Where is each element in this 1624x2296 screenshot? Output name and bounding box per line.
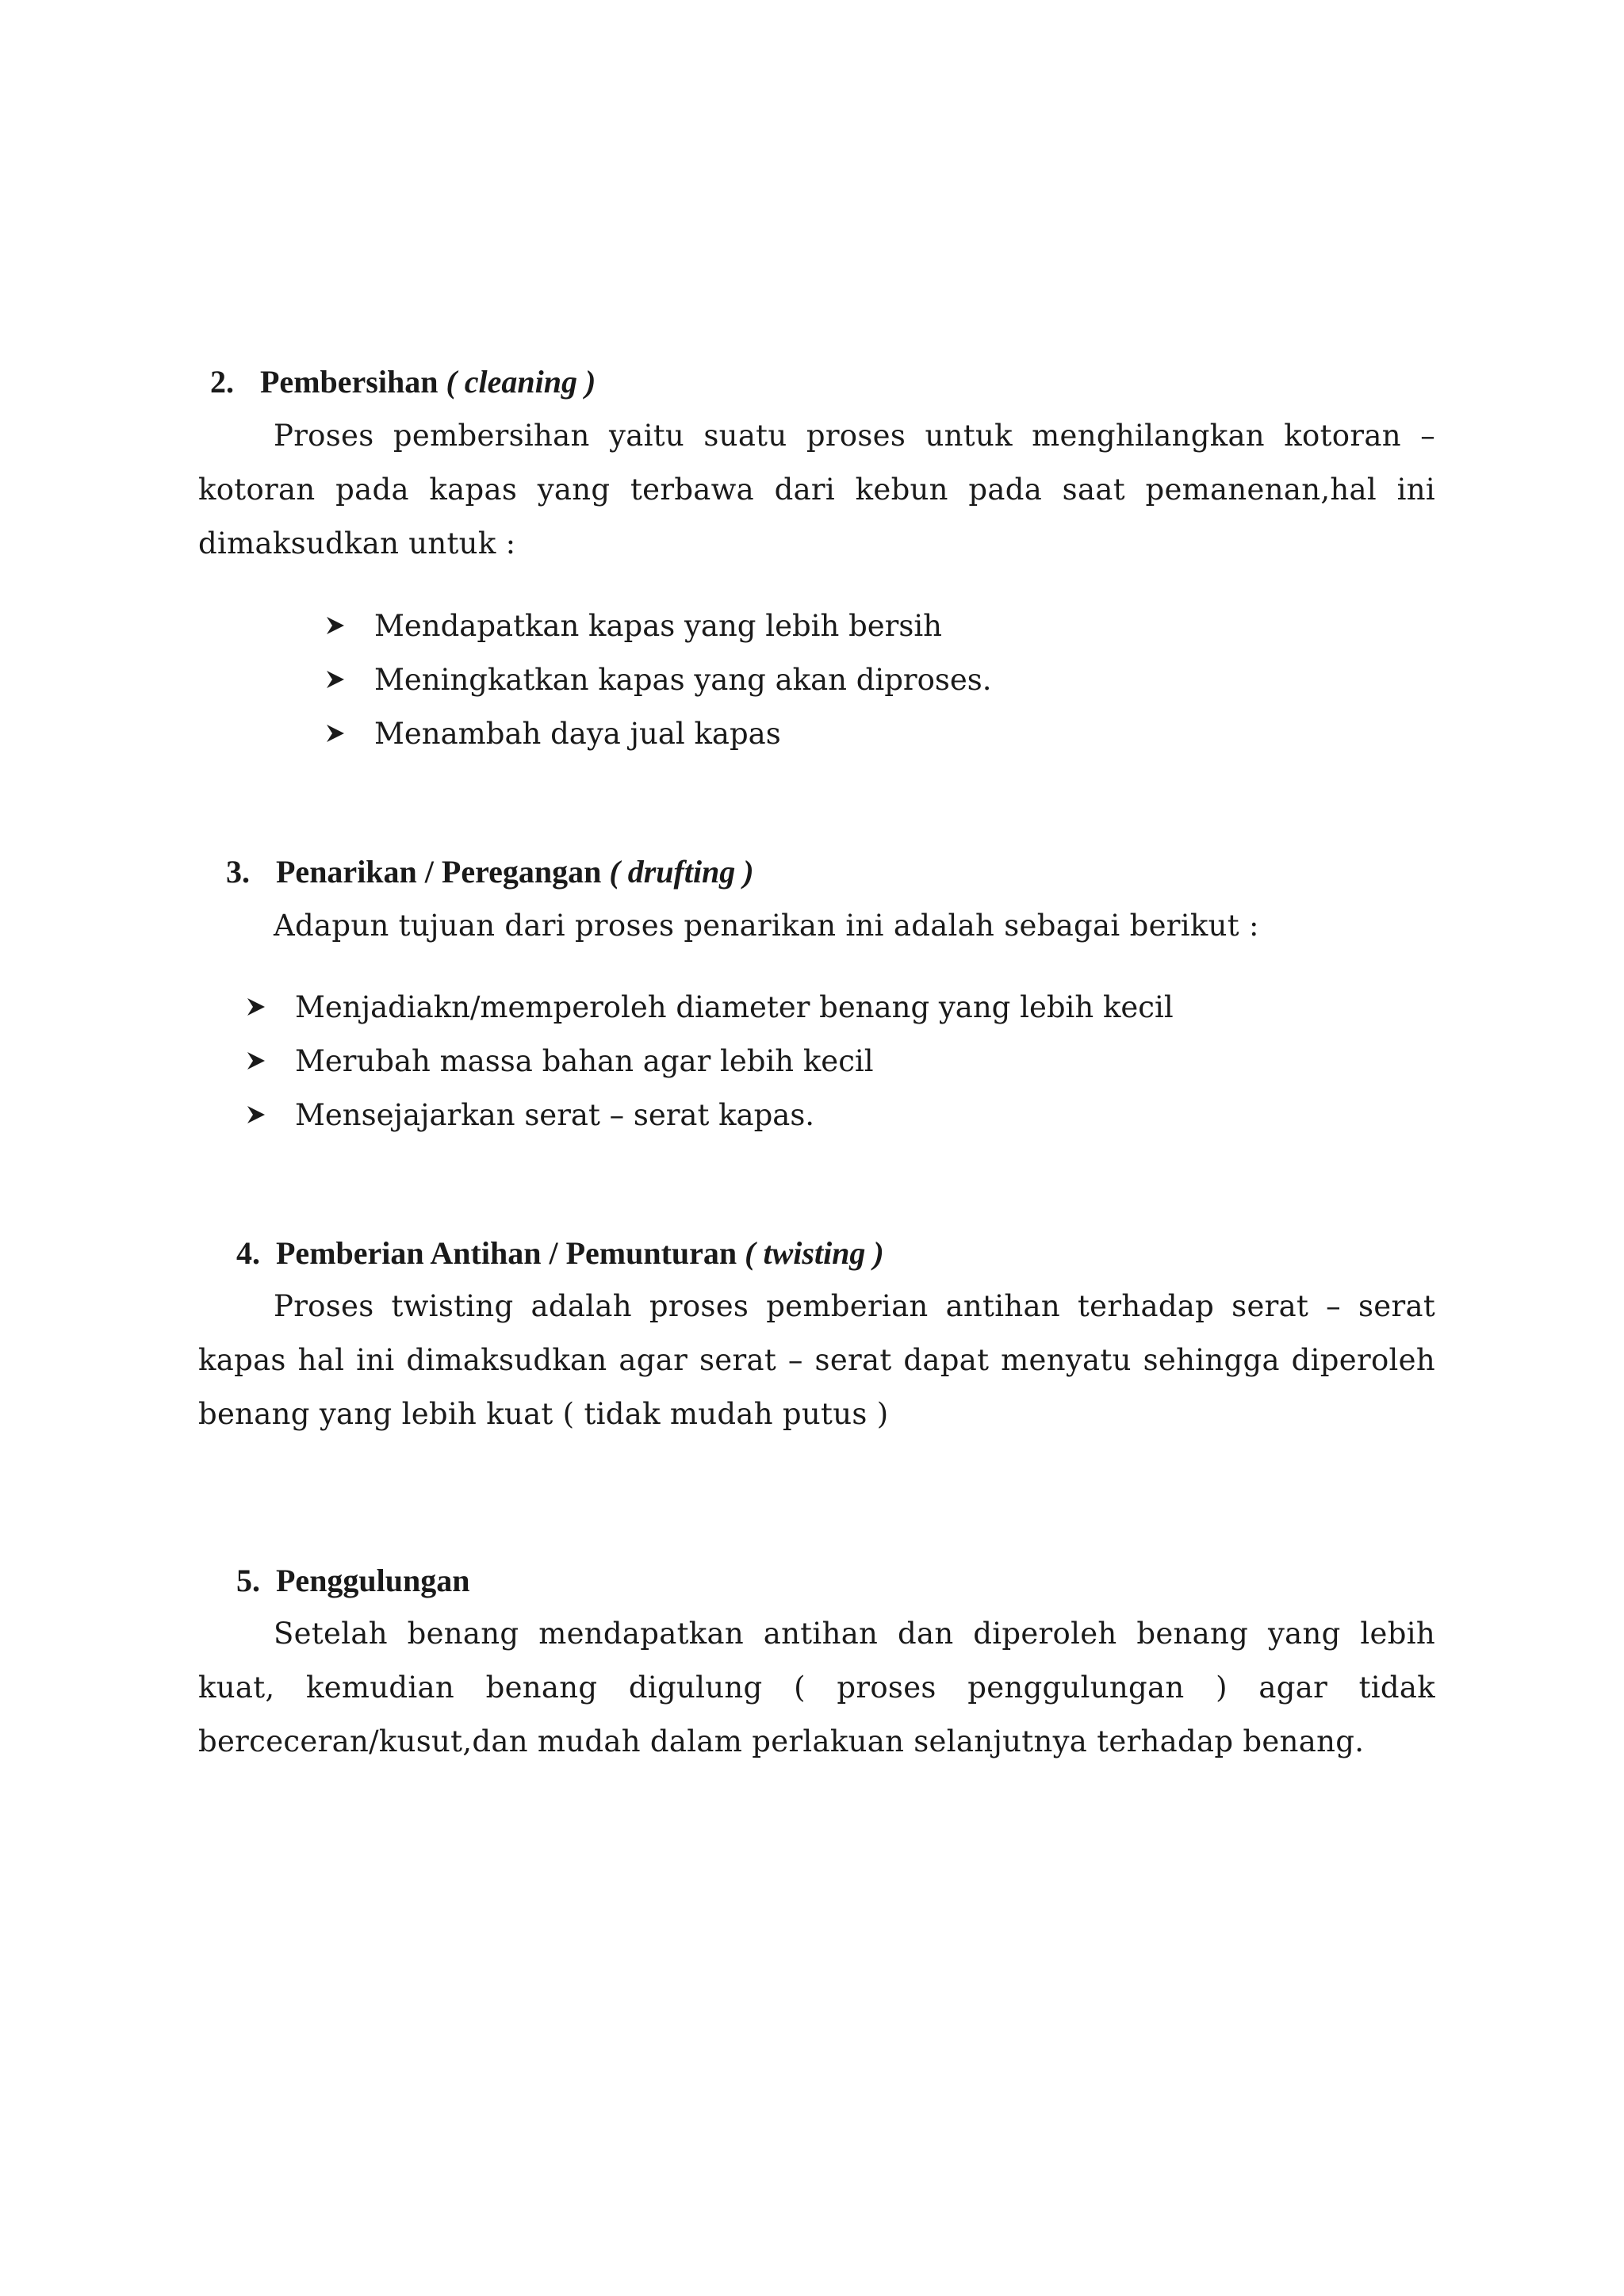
arrow-bullet-icon	[246, 1050, 266, 1071]
list-item: Merubah massa bahan agar lebih kecil	[246, 1035, 255, 1089]
list-item: Meningkatkan kapas yang akan diproses.	[325, 653, 335, 707]
section-5-heading	[236, 1565, 950, 1600]
section-number: 5.	[236, 1563, 260, 1598]
section-number: 3.	[226, 854, 250, 890]
arrow-bullet-icon	[246, 997, 266, 1017]
section-3-bullet-list	[246, 981, 1174, 1142]
section-english-term: ( twisting )	[745, 1235, 884, 1271]
section-2-paragraph: Proses pembersihan yaitu suatu proses untuk menghilangkan kotoran – kotoran pada kapas yang terbawa dari kebun pada saat pemanenan,hal ini dimaksudkan untuk :	[198, 419, 1435, 561]
section-3-paragraph: Adapun tujuan dari proses penarikan ini adalah sebagai berikut :	[274, 909, 1259, 943]
list-item: Menambah daya jual kapas	[325, 707, 335, 761]
section-english-term: ( drufting )	[609, 854, 754, 890]
arrow-bullet-icon	[325, 669, 346, 690]
section-5-paragraph: Setelah benang mendapatkan antihan dan diperoleh benang yang lebih kuat, kemudian benang digulung ( proses penggulungan ) agar tidak berceceran/kusut,dan mudah dalam perlakuan selanjutnya terhadap benang.	[198, 1617, 1435, 1758]
section-3-heading	[226, 856, 940, 891]
section-2-heading	[210, 366, 924, 401]
section-title: Pemberian Antihan / Pemunturan	[276, 1235, 737, 1271]
section-title: Penarikan / Peregangan	[276, 854, 602, 890]
section-number: 2.	[210, 364, 234, 400]
section-number: 4.	[236, 1235, 260, 1271]
arrow-bullet-icon	[246, 1104, 266, 1125]
section-title: Pembersihan	[260, 364, 439, 400]
section-2-bullet-list	[325, 599, 992, 761]
list-item: Mendapatkan kapas yang lebih bersih	[325, 599, 335, 653]
section-english-term: ( cleaning )	[446, 364, 596, 400]
arrow-bullet-icon	[325, 615, 346, 636]
list-item: Menjadiakn/memperoleh diameter benang yang lebih kecil	[246, 981, 255, 1035]
arrow-bullet-icon	[325, 723, 346, 744]
section-4-heading	[236, 1235, 1029, 1272]
list-item: Mensejajarkan serat – serat kapas.	[246, 1089, 255, 1142]
section-title: Penggulungan	[276, 1563, 470, 1598]
section-4-paragraph: Proses twisting adalah proses pemberian antihan terhadap serat – serat kapas hal ini dimaksudkan agar serat – serat dapat menyatu sehingga diperoleh benang yang lebih kuat ( tidak mudah putus )	[198, 1289, 1435, 1431]
